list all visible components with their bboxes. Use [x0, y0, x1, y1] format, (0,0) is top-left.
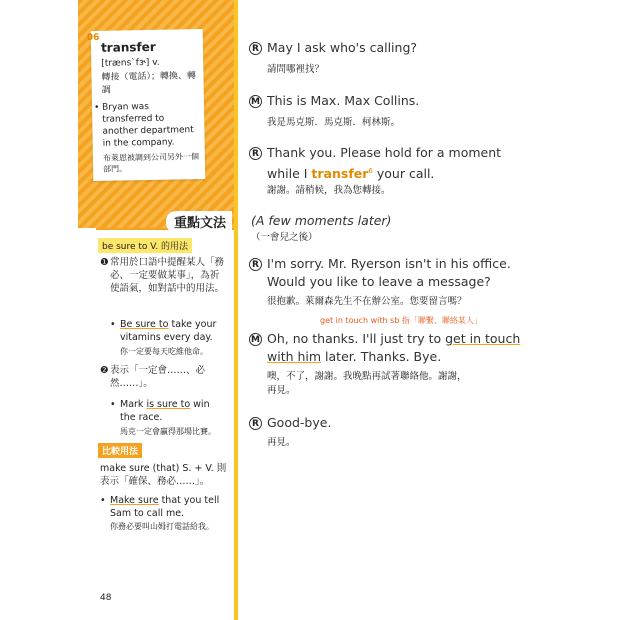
vocab-number: 06: [86, 32, 100, 44]
vocab-definition: 轉接（電話）；轉換、轉調: [101, 71, 197, 96]
point2-number: ❷: [100, 365, 109, 376]
point1-example: Be sure to take your vitamins every day.: [120, 319, 217, 343]
bullet-icon: •: [93, 102, 100, 113]
vocab-phonetic: [træns`fɝ] v.: [101, 57, 160, 69]
side-stripe: [234, 0, 238, 620]
point1-number: ❶: [100, 257, 109, 268]
compare-example: Make sure that you tell Sam to call me.: [110, 495, 220, 519]
dialog-line-en: Thank you. Please hold for a moment: [267, 145, 502, 160]
dialog-line-en: I'm sorry. Mr. Ryerson isn't in his office.: [267, 256, 511, 271]
vocab-word: transfer: [100, 39, 156, 55]
dialog-line-en: Oh, no thanks. I'll just try to get in touch: [267, 331, 521, 346]
bullet-icon: •: [110, 399, 116, 410]
dialog-line-zh: 再見。: [267, 385, 296, 396]
point2-example-zh: 馬克一定會贏得那場比賽。: [120, 427, 216, 436]
speaker-badge: R: [249, 147, 262, 160]
vocab-highlight: transfer: [311, 166, 369, 182]
page-number: 48: [100, 593, 112, 603]
compare-example-zh: 你務必要叫山姆打電話給我。: [110, 522, 214, 531]
stage-direction-zh: （一會兒之後）: [251, 232, 318, 243]
vocab-example-zh: 布萊恩被調到公司另外一個部門。: [102, 152, 199, 174]
vocab-example-en: Bryan was transferred to another department in the company.: [101, 101, 194, 149]
vocab-card: [86, 29, 206, 181]
dialog-line-zh: 我是馬克斯．馬克斯．柯林斯。: [267, 117, 401, 128]
dialog-line-zh: 很抱歉。萊爾森先生不在辦公室。您要留言嗎？: [267, 296, 467, 307]
dialog-line-zh: 謝謝。請稍候，我為您轉接。: [267, 185, 391, 196]
point2-text: 表示「一定會……、必然……」。: [110, 365, 206, 389]
dialog-line-zh: 請問哪裡找？: [267, 64, 325, 75]
speaker-badge: M: [249, 95, 262, 108]
point1-text: 常用於口語中提醒某人「務必、一定要做某事」，為祈使語氣，如對話中的用法。: [110, 257, 225, 294]
vocab-example: [93, 100, 201, 150]
dialog-line-en: while I transfer$^6$ your call.: [267, 166, 435, 182]
dialog-line-en: with him later. Thanks. Bye.: [267, 349, 442, 364]
speaker-badge: R: [249, 258, 262, 271]
speaker-badge: R: [249, 417, 262, 430]
compare-text: make sure (that) S. + V. 則表示「確保、務必……」。: [100, 463, 227, 487]
point1-example-zh: 你一定要每天吃維他命。: [120, 347, 208, 356]
grammar-section2-tag: 比較用法: [98, 443, 142, 458]
speaker-badge: M: [249, 333, 262, 346]
annotation-note: get in touch with sb 指「聯繫、聯絡某人」: [320, 316, 482, 325]
dialog-line-en: Good-bye.: [267, 415, 332, 430]
bullet-icon: •: [100, 495, 106, 506]
grammar-header: 重點文法: [166, 211, 232, 233]
dialog-line-en: This is Max. Max Collins.: [267, 93, 420, 108]
point2-example: Mark is sure to win the race.: [120, 399, 210, 423]
dialog-line-zh: 噢，不了，謝謝。我晚點再試著聯絡他。謝謝，: [267, 371, 467, 382]
grammar-section1-tag: be sure to V. 的用法: [98, 238, 192, 253]
speaker-badge: R: [249, 42, 262, 55]
dialog-line-en: May I ask who's calling?: [267, 40, 418, 55]
dialog-line-en: Would you like to leave a message?: [267, 274, 491, 289]
stage-direction-en: (A few moments later): [251, 213, 392, 228]
dialog-line-zh: 再見。: [267, 437, 296, 448]
bullet-icon: •: [110, 319, 116, 330]
